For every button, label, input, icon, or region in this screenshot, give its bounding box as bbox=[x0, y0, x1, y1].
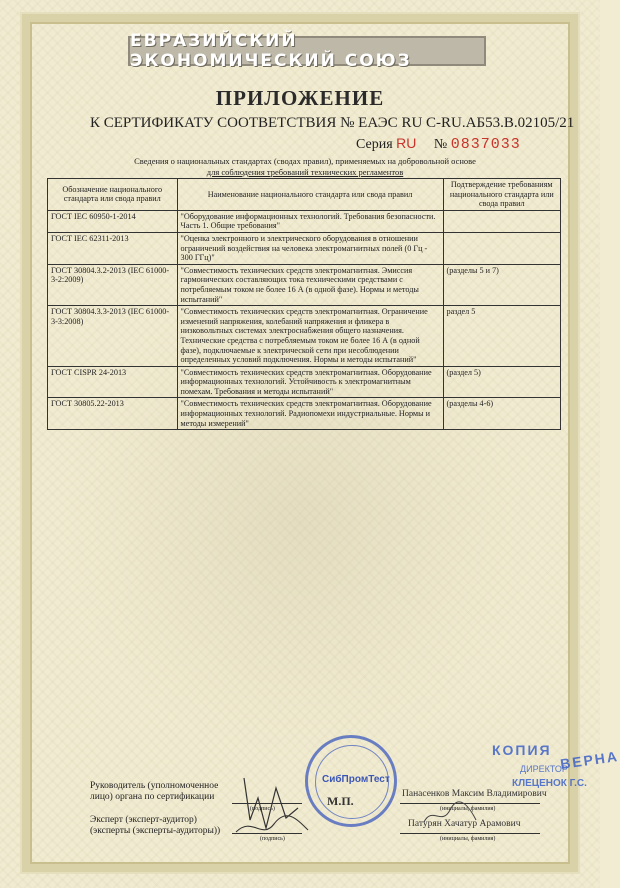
head-signature-label bbox=[90, 781, 218, 803]
row-confirmation: (разделы 5 и 7) bbox=[443, 264, 560, 305]
row-confirmation bbox=[443, 210, 560, 232]
union-banner: ЕВРАЗИЙСКИЙ ЭКОНОМИЧЕСКИЙ СОЮЗ bbox=[128, 36, 486, 66]
copy-word-1: КОПИЯ bbox=[492, 742, 552, 758]
intro-line-1: Сведения о национальных стандартах (сводах правил), применяемых на добровольной основе bbox=[134, 156, 476, 166]
series-line bbox=[356, 135, 521, 153]
intro-text bbox=[100, 156, 510, 178]
expert-label-line-2: (эксперты (эксперты-аудиторы)) bbox=[90, 826, 221, 836]
row-confirmation: (раздел 5) bbox=[443, 366, 560, 398]
row-code: ГОСТ 30804.3.3-2013 (IEC 61000-3-3:2008) bbox=[48, 306, 178, 367]
row-name: "Оборудование информационных технологий. Требования безопасности. Часть 1. Общие требования" bbox=[177, 210, 443, 232]
form-number: 0837033 bbox=[450, 136, 521, 153]
row-code: ГОСТ 30804.3.2-2013 (IEC 61000-3-2:2009) bbox=[48, 264, 178, 305]
table-row bbox=[48, 366, 561, 398]
row-name: "Совместимость технических средств электромагнитная. Ограничение изменений напряжения, колебаний напряжения и фликера в низковольтных системах электроснабжения общего назначения. Технические средства с потребляемым током не более 16 А (в одной фазе), подключаемые к электрической сети при несоблюдении определенных условий подключения. Нормы и методы испытаний" bbox=[177, 306, 443, 367]
copy-word-2: ВЕРНА bbox=[559, 747, 620, 773]
expert-label-line-1: Эксперт (эксперт-аудитор) bbox=[90, 815, 197, 825]
row-code: ГОСТ IEC 62311-2013 bbox=[48, 232, 178, 264]
row-code: ГОСТ 30805.22-2013 bbox=[48, 398, 178, 430]
head-label-line-2: лицо) органа по сертификации bbox=[90, 792, 215, 802]
intro-line-2: для соблюдения требований технических регламентов bbox=[206, 167, 404, 177]
table-row bbox=[48, 232, 561, 264]
table-row bbox=[48, 306, 561, 367]
table-row bbox=[48, 264, 561, 305]
copy-verified-stamp bbox=[400, 742, 620, 814]
row-code: ГОСТ CISPR 24-2013 bbox=[48, 366, 178, 398]
header-name: Наименование национального стандарта или свода правил bbox=[177, 179, 443, 211]
head-name: Панасенков Максим Владимирович bbox=[402, 789, 547, 799]
row-name: "Совместимость технических средств электромагнитная. Эмиссия гармонических составляющих тока техническими средствами с потребляемым током не более 16 А (в одной фазе). Нормы и методы испытаний" bbox=[177, 264, 443, 305]
subtitle-prefix: К СЕРТИФИКАТУ СООТВЕТСТВИЯ № ЕАЭС bbox=[90, 115, 398, 131]
series-label: Серия bbox=[356, 137, 393, 152]
row-confirmation bbox=[443, 232, 560, 264]
row-name: "Совместимость технических средств электромагнитная. Оборудование информационных технологий. Радиопомехи индустриальные. Нормы и методы измерений" bbox=[177, 398, 443, 430]
table-row bbox=[48, 210, 561, 232]
head-sign-hint: (подпись) bbox=[250, 806, 275, 812]
expert-signature-scribble bbox=[232, 812, 312, 842]
standards-table bbox=[47, 178, 561, 430]
copy-role: ДИРЕКТОР bbox=[520, 764, 568, 774]
stamp-organization: СибПромТест bbox=[322, 774, 390, 785]
table-header-row bbox=[48, 179, 561, 211]
header-confirmation: Подтверждение требованиям национального стандарта или свода правил bbox=[443, 179, 560, 211]
certificate-subtitle bbox=[90, 115, 574, 132]
copy-name: КЛЕЦЕНОК Г.С. bbox=[512, 778, 587, 789]
expert-signature-label bbox=[90, 815, 220, 837]
row-confirmation: (разделы 4-6) bbox=[443, 398, 560, 430]
row-name: "Совместимость технических средств электромагнитная. Оборудование информационных технологий. Устойчивость к электромагнитным помехам. Требования и методы испытаний" bbox=[177, 366, 443, 398]
head-label-line-1: Руководитель (уполномоченное bbox=[90, 781, 219, 791]
expert-name: Патурян Хачатур Арамович bbox=[408, 819, 521, 829]
head-initials-hint: (инициалы, фамилия) bbox=[440, 806, 496, 812]
row-code: ГОСТ IEC 60950-1-2014 bbox=[48, 210, 178, 232]
certificate-number: RU C-RU.АБ53.В.02105/21 bbox=[401, 115, 575, 131]
page-title: ПРИЛОЖЕНИЕ bbox=[215, 86, 385, 110]
expert-initials-hint: (инициалы, фамилия) bbox=[440, 836, 496, 842]
series-value: RU bbox=[396, 135, 417, 151]
number-label: № bbox=[433, 137, 448, 152]
table-row bbox=[48, 398, 561, 430]
expert-sign-hint: (подпись) bbox=[260, 836, 285, 842]
stamp-place-label: М.П. bbox=[327, 794, 354, 808]
organization-stamp bbox=[305, 735, 397, 827]
header-code: Обозначение национального стандарта или свода правил bbox=[48, 179, 178, 211]
row-name: "Оценка электронного и электрического оборудования в отношении ограничений воздействия на человека электромагнитных полей (0 Гц - 300 ГГц)" bbox=[177, 232, 443, 264]
expert-name-line bbox=[400, 833, 540, 834]
row-confirmation: раздел 5 bbox=[443, 306, 560, 367]
